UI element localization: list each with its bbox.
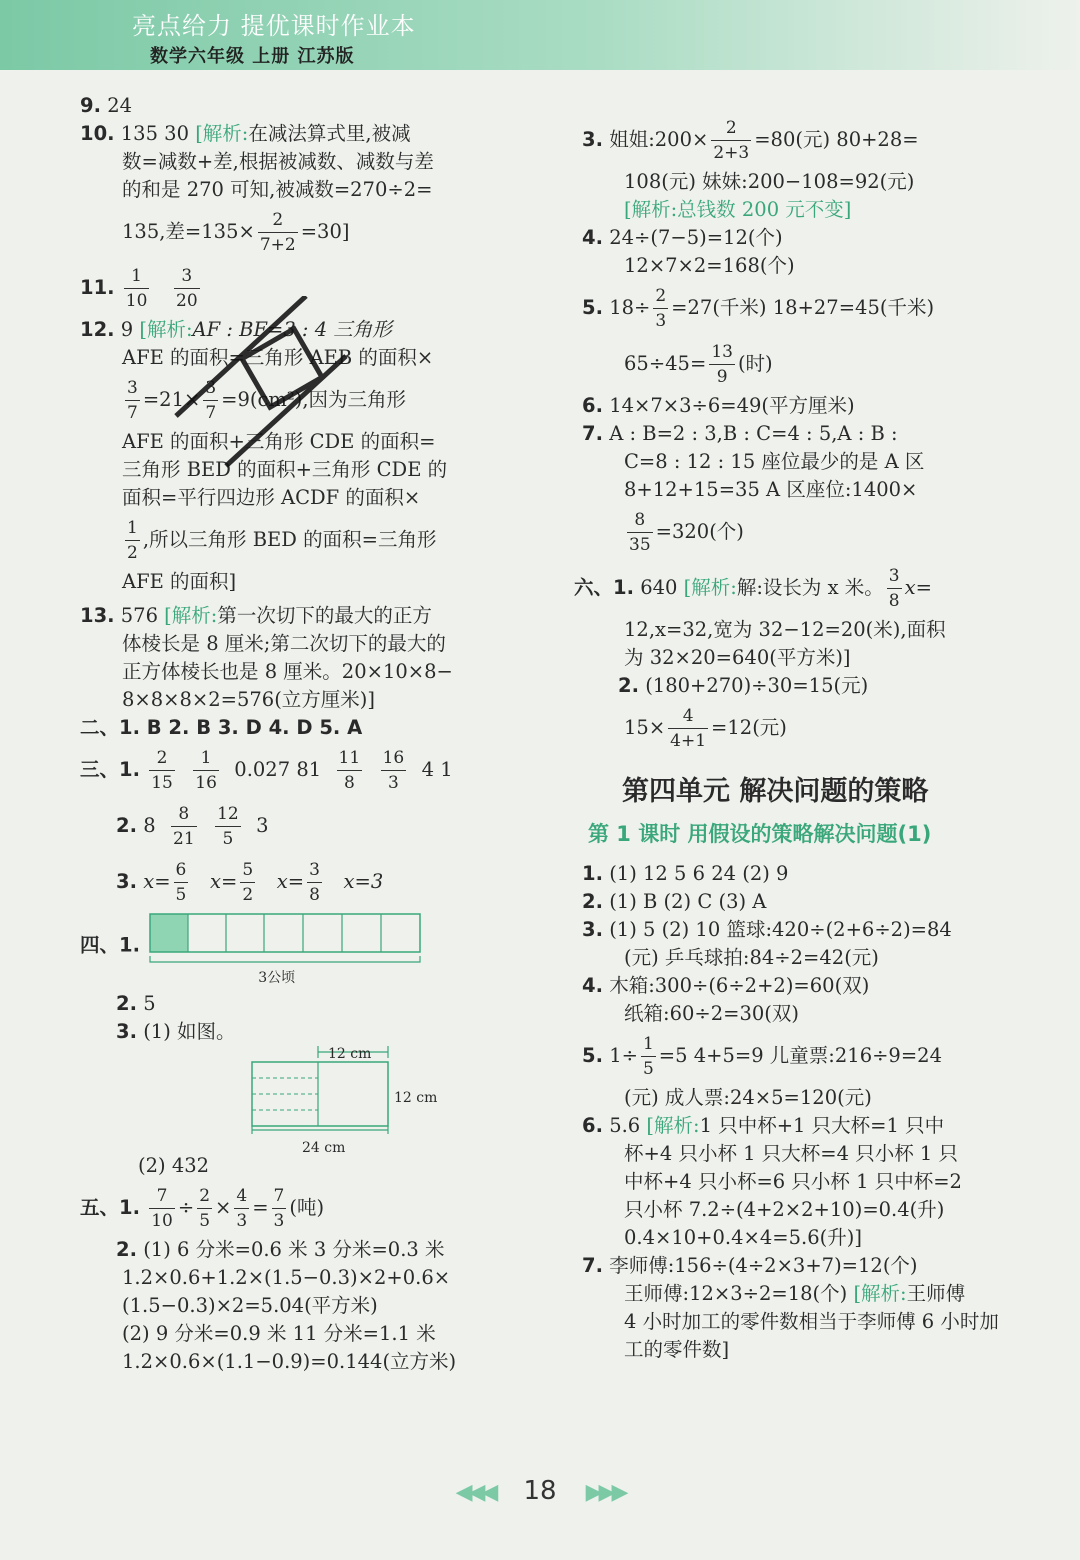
answer-12-line5: 三角形 BED 的面积+三角形 CDE 的 [122, 458, 448, 481]
answer-r3-line2: 108(元) 妹妹:200−108=92(元) [624, 170, 915, 193]
lesson-answer-7-line3: 4 小时加工的零件数相当于李师傅 6 小时加 [624, 1310, 999, 1333]
page-header [0, 0, 1080, 70]
fraction: $\frac{1}{16}$ [195, 748, 217, 793]
section-4-q1: 四、1. 3公顷 [80, 910, 550, 990]
answer-12-line4: AFE 的面积+三角形 CDE 的面积= [122, 430, 436, 453]
lesson-answer-3-line2: (元) 乒乓球拍:84÷2=42(元) [624, 946, 879, 969]
answer-r3-line3: [解析:总钱数 200 元不变] [624, 198, 852, 221]
fraction: $\frac{11}{8}$ [338, 748, 361, 793]
fraction: $\frac{7}{3}$ [273, 1186, 285, 1231]
lesson-answer-6-line3: 中杯+4 只小杯=6 只小杯 1 只中杯=2 [624, 1170, 962, 1193]
lesson-answer-6: 6. 5.6 [解析:1 只中杯+1 只大杯=1 只中 [582, 1114, 945, 1137]
section-5-q2: 2. (1) 6 分米=0.6 米 3 分米=0.3 米 [116, 1238, 445, 1261]
section-3-q1: 三、1. $\frac{2}{15}$ $\frac{1}{16}$ 0.027 81 $\frac{11}{8}$ $\frac{16}{3}$ 4 1 [80, 748, 453, 793]
lesson-answer-3: 3. (1) 5 (2) 10 篮球:420÷(2+6÷2)=84 [582, 918, 952, 941]
fraction: $\frac{7}{10}$ [151, 1186, 173, 1231]
lesson-answer-7-line2: 王师傅:12×3÷2=18(个) [解析:王师傅 [624, 1282, 966, 1305]
answer-12-line6: 面积=平行四边形 ACDF 的面积× [122, 486, 421, 509]
answer-r6: 6. 14×7×3÷6=49(平方厘米) [582, 394, 855, 417]
next-arrows-icon: ▶▶▶ [585, 1480, 625, 1505]
fraction: $\frac{4}{3}$ [236, 1186, 248, 1231]
lesson-answer-4: 4. 木箱:300÷(6÷2+2)=60(双) [582, 974, 870, 997]
fraction: $\frac{2}{3}$ [655, 286, 667, 331]
section-3-q2: 2. 8 $\frac{8}{21}$ $\frac{12}{5}$ 3 [116, 804, 269, 849]
fraction: $\frac{1}{10}$ [125, 266, 148, 311]
section-2: 二、1. B 2. B 3. D 4. D 5. A [80, 716, 363, 739]
answer-r7-line3: 8+12+15=35 A 区座位:1400× [624, 478, 918, 501]
section-5-q2-line3: (1.5−0.3)×2=5.04(平方米) [122, 1294, 378, 1317]
answer-r4-line2: 12×7×2=168(个) [624, 254, 795, 277]
rect-width-bottom: 24 cm [302, 1140, 346, 1156]
fraction: $\frac{2}{5}$ [199, 1186, 211, 1231]
answer-r4: 4. 24÷(7−5)=12(个) [582, 226, 783, 249]
left-column [80, 92, 550, 1376]
fraction: $\frac{3}{8}$ [888, 566, 900, 611]
lesson-answer-7: 7. 李师傅:156÷(4÷2×3+7)=12(个) [582, 1254, 918, 1277]
fraction: $\frac{3}{20}$ [176, 266, 198, 311]
answer-12-line8: AFE 的面积] [122, 570, 237, 593]
fraction: $\frac{4}{4+1}$ [670, 706, 707, 751]
section-6-q2: 2. (180+270)÷30=15(元) [618, 674, 869, 697]
lesson-answer-2: 2. (1) B (2) C (3) A [582, 890, 767, 913]
answer-r7-line2: C=8 : 12 : 15 座位最少的是 A 区 [624, 450, 925, 473]
area-grid-figure [146, 910, 422, 986]
answer-13-line4: 8×8×8×2=576(立方厘米)] [122, 688, 376, 711]
fraction: $\frac{13}{9}$ [711, 342, 733, 387]
answer-13: 13. 576 [解析:第一次切下的最大的正方 [80, 604, 432, 627]
fraction: $\frac{1}{5}$ [642, 1034, 654, 1079]
answer-10: 10. 135 30 [解析:在减法算式里,被减 [80, 122, 411, 145]
lesson-answer-6-line4: 只小杯 7.2÷(4+2×2+10)=0.4(升) [624, 1198, 945, 1221]
lesson-answer-5-line2: (元) 成人票:24×5=120(元) [624, 1086, 872, 1109]
fraction: $\frac{3}{7}$ [127, 378, 138, 423]
answer-12-line2: AFE 的面积=三角形 AEB 的面积× [122, 346, 434, 369]
fraction: $\frac{1}{2}$ [127, 518, 138, 563]
fraction: $\frac{12}{5}$ [217, 804, 239, 849]
answer-10-line2: 数=减数+差,根据被减数、减数与差 [122, 150, 434, 173]
lesson-answer-4-line2: 纸箱:60÷2=30(双) [624, 1002, 799, 1025]
page-number: 18 [523, 1476, 557, 1506]
rectangle-figure [238, 1046, 538, 1156]
answer-12: 12. 9 [解析:AF : BF=3 : 4 三角形 [80, 318, 392, 341]
fraction: $\frac{8}{21}$ [173, 804, 195, 849]
book-subtitle: 数学六年级 上册 江苏版 [150, 46, 355, 67]
fraction: $\frac{16}{3}$ [382, 748, 405, 793]
lesson-answer-6-line2: 杯+4 只小杯 1 只大杯=4 只小杯 1 只 [624, 1142, 958, 1165]
answer-9: 9. 24 [80, 94, 133, 117]
lesson-answer-5: 5. 1÷ $\frac{1}{5}$ =5 4+5=9 儿童票:216÷9=24 [582, 1034, 942, 1079]
section-6-q1-line3: 为 32×20=640(平方米)] [624, 646, 851, 669]
section-6-q2-line2: 15× $\frac{4}{4+1}$ =12(元) [624, 706, 787, 751]
answer-r5: 5. 18÷ $\frac{2}{3}$ =27(千米) 18+27=45(千米) [582, 286, 935, 331]
answer-13-line2: 体棱长是 8 厘米;第二次切下的最大的 [122, 632, 446, 655]
fraction: $\frac{2}{2+3}$ [713, 118, 750, 163]
answer-r3: 3. 姐姐:200× $\frac{2}{2+3}$ =80(元) 80+28= [582, 118, 919, 163]
answer-10-line3: 的和是 270 可知,被减数=270÷2= [122, 178, 433, 201]
fraction: $\frac{5}{2}$ [242, 860, 254, 905]
answer-r7-line4: $\frac{8}{35}$ =320(个) [629, 510, 744, 555]
section-6-q1: 六、1. 640 [解析:解:设长为 x 米。 $\frac{3}{8}$ x= [574, 566, 932, 611]
answer-10-line4: 135,差=135× $\frac{2}{7+2}$ =30] [122, 210, 350, 255]
section-4-q3b: (2) 432 [138, 1154, 210, 1177]
section-4-q3: 3. (1) 如图。 [116, 1020, 236, 1043]
answer-r7: 7. A : B=2 : 3,B : C=4 : 5,A : B : [582, 422, 898, 445]
rect-width-top: 12 cm [328, 1046, 372, 1062]
fraction: $\frac{3}{8}$ [309, 860, 320, 905]
lesson-title: 第 1 课时 用假设的策略解决问题(1) [588, 822, 932, 846]
answer-13-line3: 正方体棱长也是 8 厘米。20×10×8− [122, 660, 453, 683]
fraction: $\frac{2}{7+2}$ [259, 210, 296, 255]
lesson-answer-6-line5: 0.4×10+0.4×4=5.6(升)] [624, 1226, 862, 1249]
book-title: 亮点给力 提优课时作业本 [132, 12, 416, 40]
section-6-q1-line2: 12,x=32,宽为 32−12=20(米),面积 [624, 618, 946, 641]
section-3-q3: 3. x= $\frac{6}{5}$ x= $\frac{5}{2}$ x= $\frac{3}{8}$ x=3 [116, 860, 384, 905]
answer-12-line7: $\frac{1}{2}$ ,所以三角形 BED 的面积=三角形 [127, 518, 437, 563]
fraction: $\frac{2}{15}$ [151, 748, 173, 793]
lesson-answer-7-line4: 工的零件数] [624, 1338, 730, 1361]
grid-label: 3公顷 [258, 970, 296, 986]
section-5-q2-line2: 1.2×0.6+1.2×(1.5−0.3)×2+0.6× [122, 1266, 451, 1289]
section-5-q2-line5: 1.2×0.6×(1.1−0.9)=0.144(立方米) [122, 1350, 457, 1373]
page-footer [0, 1476, 1080, 1506]
fraction: $\frac{3}{7}$ [205, 378, 217, 423]
fraction: $\frac{8}{35}$ [629, 510, 651, 555]
fraction: $\frac{6}{5}$ [175, 860, 187, 905]
unit-title: 第四单元 解决问题的策略 [622, 776, 929, 807]
answer-r5-line2: 65÷45= $\frac{13}{9}$ (时) [624, 342, 773, 387]
answer-12-line3: $\frac{3}{7}$ =21× $\frac{3}{7}$ =9(cm²),因为三角形 [127, 378, 407, 423]
section-5-q1: 五、1. $\frac{7}{10}$ ÷ $\frac{2}{5}$ × $\frac{4}{3}$ = $\frac{7}{3}$ (吨) [80, 1186, 325, 1231]
section-4-q2: 2. 5 [116, 992, 156, 1015]
lesson-answer-1: 1. (1) 12 5 6 24 (2) 9 [582, 862, 789, 885]
rect-height-right: 12 cm [394, 1090, 438, 1106]
section-5-q2-line4: (2) 9 分米=0.9 米 11 分米=1.1 米 [122, 1322, 436, 1345]
right-column [574, 112, 1052, 1364]
stamp-mark [156, 296, 356, 480]
answer-11: 11. $\frac{1}{10}$ $\frac{3}{20}$ [80, 266, 198, 311]
prev-arrows-icon: ◀◀◀ [455, 1480, 495, 1505]
